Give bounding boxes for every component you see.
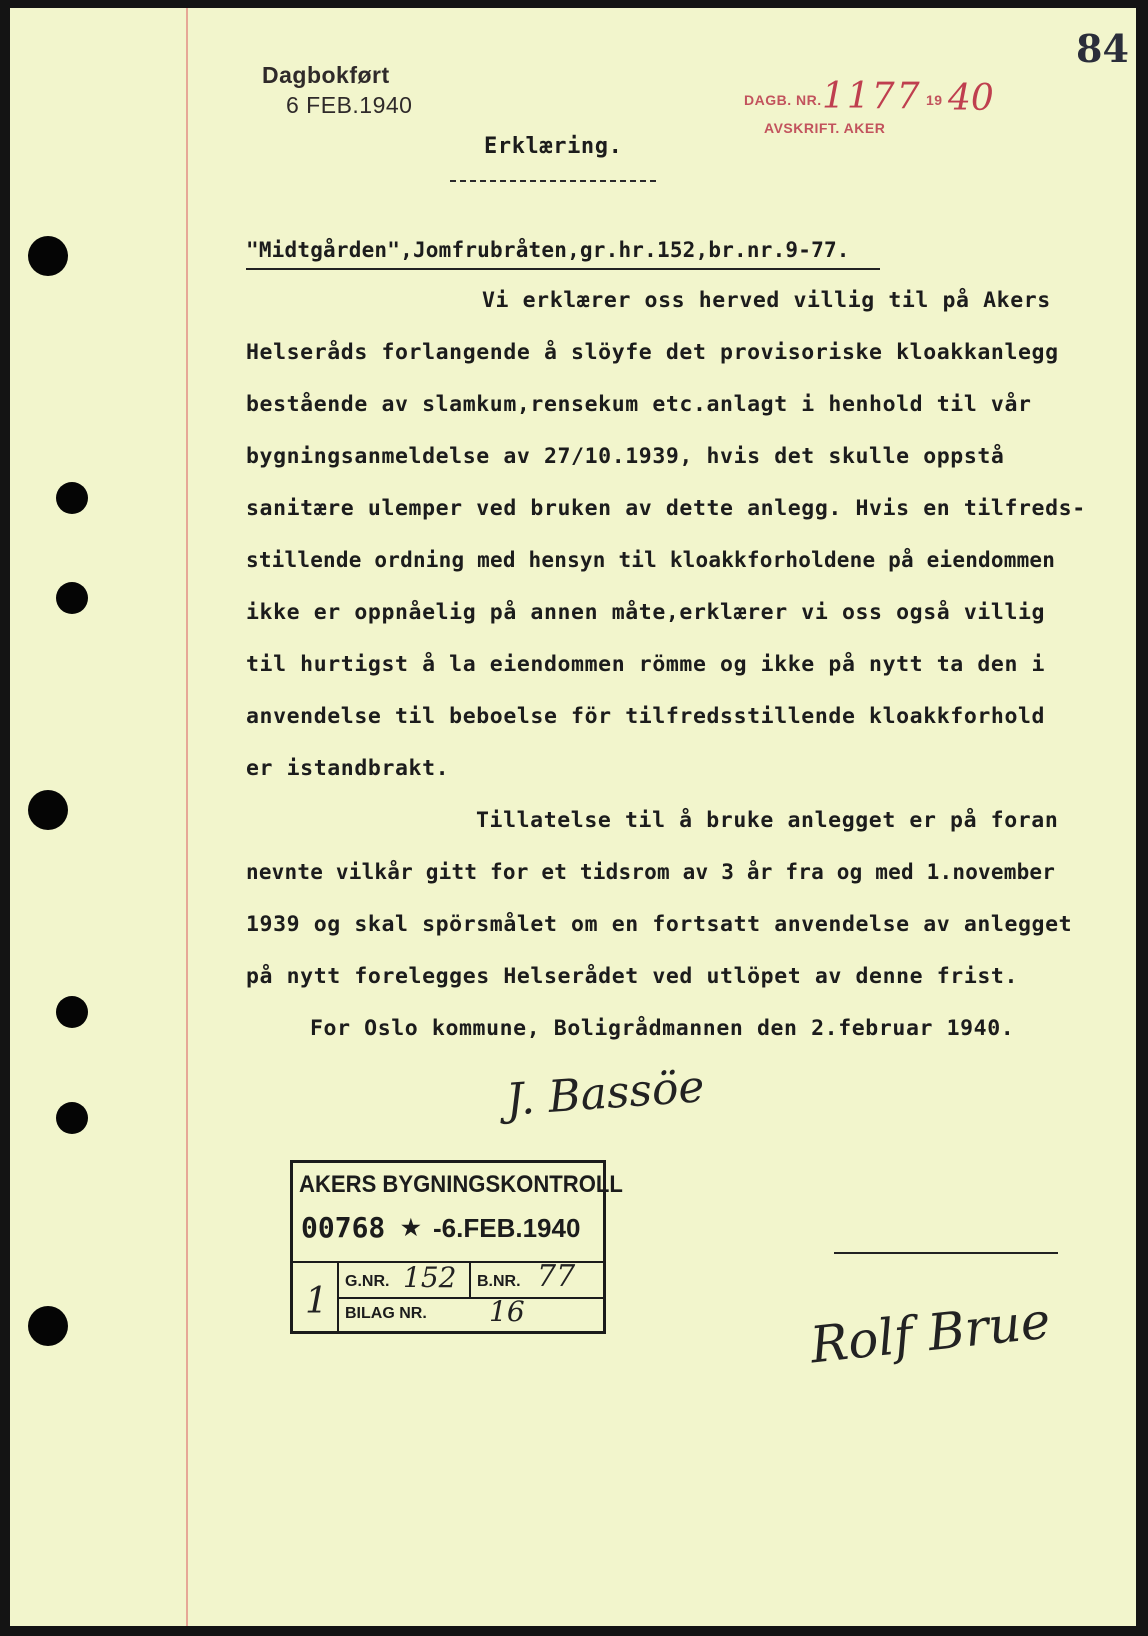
bilag-label: BILAG NR. — [345, 1305, 427, 1322]
bilag-value: 16 — [489, 1295, 525, 1328]
punch-hole — [28, 1306, 68, 1346]
punch-hole — [28, 236, 68, 276]
punch-hole — [56, 1102, 88, 1134]
stamp-side-mark: 1 — [305, 1281, 328, 1322]
signature-bassoe: J. Bassöe — [504, 1061, 706, 1126]
gnr-label: G.NR. — [345, 1273, 390, 1290]
control-stamp-star: ★ — [401, 1215, 421, 1240]
body-line: ikke er oppnåelig på annen måte,erklærer vi oss også villig — [246, 600, 1046, 625]
body-line: stillende ordning med hensyn til kloakkforholdene på eiendommen — [246, 548, 1056, 572]
page-title: Erklæring. — [484, 134, 623, 159]
journal-stamp-line1: Dagbokført — [262, 62, 390, 88]
bnr-label: B.NR. — [477, 1273, 521, 1290]
body-line: anvendelse til beboelse för tilfredsstillende kloakkforhold — [246, 704, 1046, 729]
margin-line — [186, 8, 188, 1626]
journal-stamp-date: 6 FEB.1940 — [286, 92, 413, 118]
signature-rolf-brue: Rolf Brue — [807, 1291, 1053, 1375]
control-stamp-number: 00768 — [301, 1211, 386, 1244]
punch-hole — [56, 996, 88, 1028]
punch-hole — [56, 482, 88, 514]
punch-hole — [28, 790, 68, 830]
body-line: til hurtigst å la eiendommen römme og ikke på nytt ta den i — [246, 652, 1046, 677]
signature-dateline: For Oslo kommune, Boligrådmannen den 2.februar 1940. — [310, 1016, 1015, 1041]
body-line: Tillatelse til å bruke anlegget er på foran — [476, 808, 1059, 833]
title-underline — [450, 180, 656, 182]
bnr-value: 77 — [537, 1259, 576, 1294]
body-line: 1939 og skal spörsmålet om en fortsatt anvendelse av anlegget — [246, 912, 1073, 937]
journal-number-handwritten: 1177 — [822, 76, 922, 117]
gnr-value: 152 — [403, 1261, 457, 1294]
body-line: nevnte vilkår gitt for et tidsrom av 3 år fra og med 1.november — [246, 860, 1056, 884]
page-number: 84 — [1076, 26, 1129, 71]
control-stamp-title: AKERS BYGNINGSKONTROLL — [299, 1171, 623, 1198]
journal-number-label: DAGB. NR. — [744, 92, 822, 108]
body-line: bestående av slamkum,rensekum etc.anlagt i henhold til vår — [246, 392, 1032, 417]
punch-hole — [56, 582, 88, 614]
body-line: bygningsanmeldelse av 27/10.1939, hvis det skulle oppstå — [246, 444, 1005, 469]
journal-year-label: 19 — [926, 92, 943, 108]
control-stamp — [290, 1160, 623, 1334]
document-page — [10, 8, 1136, 1626]
body-line: er istandbrakt. — [246, 756, 450, 781]
control-stamp-date: -6.FEB.1940 — [433, 1213, 581, 1243]
subject-underline — [246, 268, 880, 270]
body-line: på nytt forelegges Helserådet ved utlöpet av denne frist. — [246, 964, 1019, 989]
journal-year-handwritten: 40 — [948, 78, 994, 119]
subject-line: "Midtgården",Jomfrubråten,gr.hr.152,br.nr.9-77. — [246, 238, 850, 262]
signature-line — [834, 1252, 1058, 1254]
body-line: Helseråds forlangende å slöyfe det provisoriske kloakkanlegg — [246, 340, 1059, 365]
body-line: sanitære ulemper ved bruken av dette anlegg. Hvis en tilfreds- — [246, 496, 1086, 521]
body-line: Vi erklærer oss herved villig til på Akers — [482, 288, 1051, 313]
copy-stamp-label: AVSKRIFT. AKER — [764, 120, 886, 136]
